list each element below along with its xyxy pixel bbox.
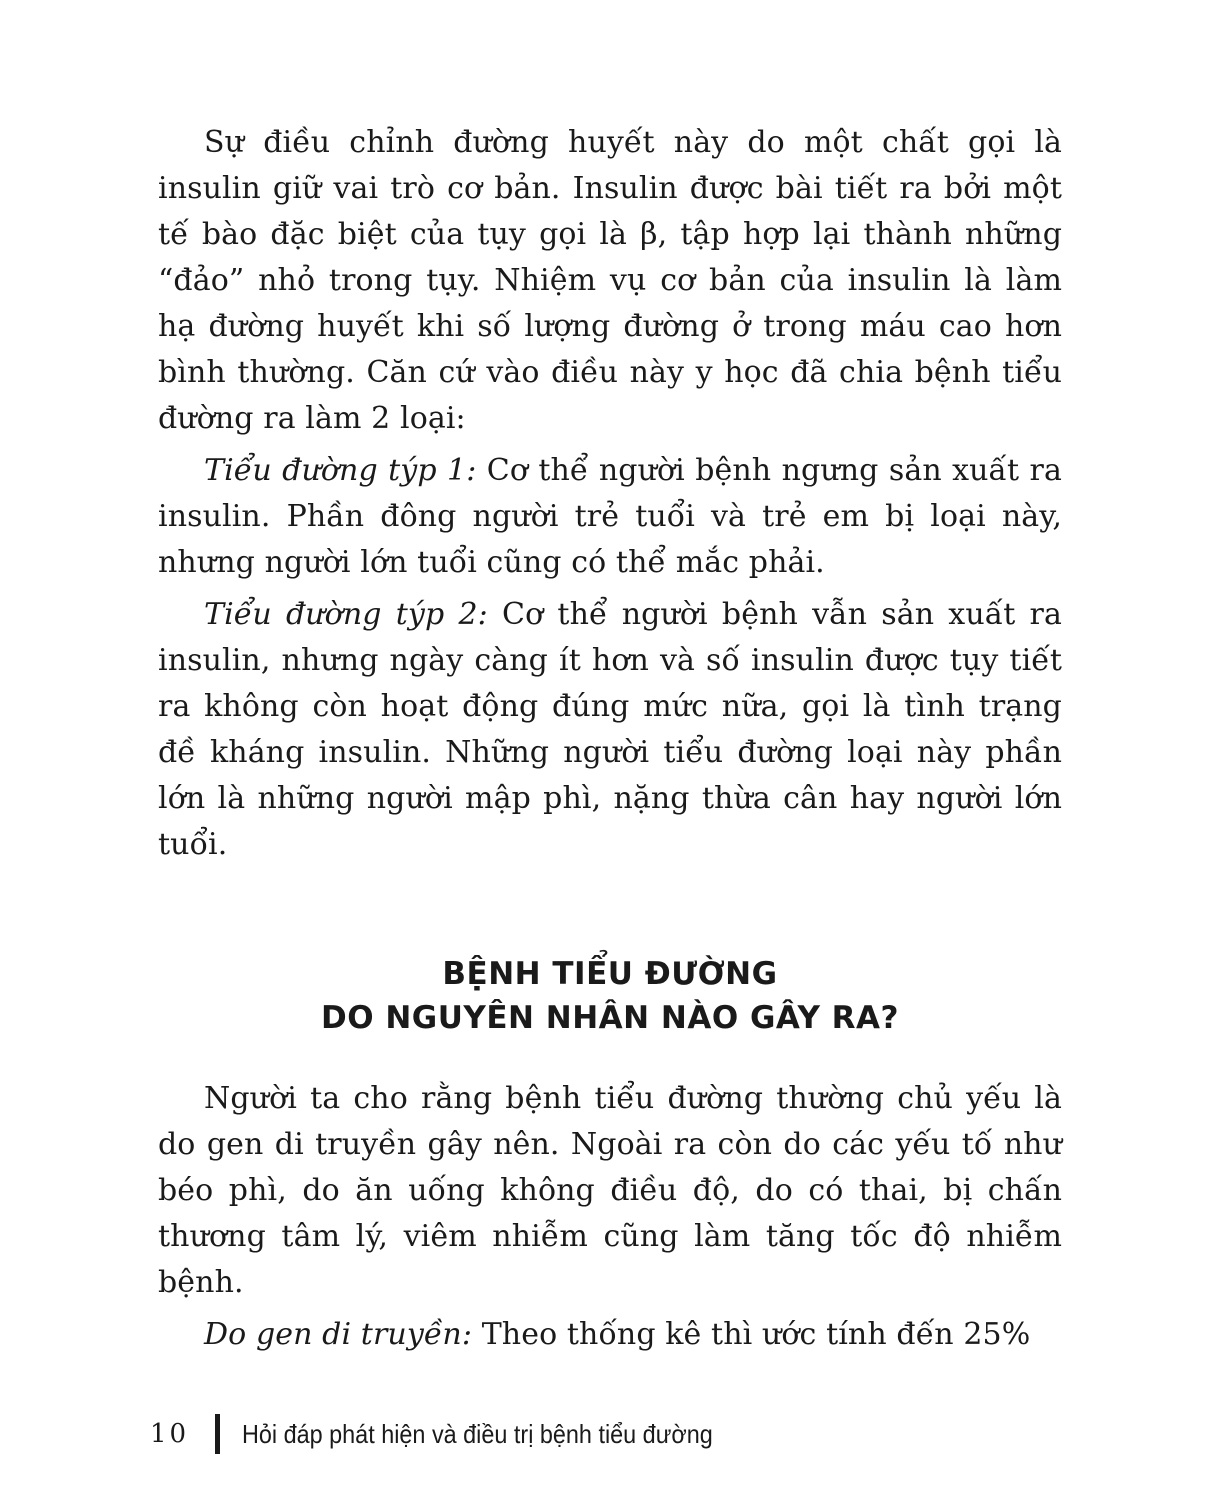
footer-divider (215, 1414, 220, 1454)
page-number: 10 (150, 1419, 190, 1449)
paragraph-type-2 (158, 592, 1062, 868)
book-title: Hỏi đáp phát hiện và điều trị bệnh tiểu đường (242, 1418, 713, 1449)
paragraph-type-1 (158, 448, 1062, 586)
paragraph-insulin-regulation: Sự điều chỉnh đường huyết này do một chất gọi là insulin giữ vai trò cơ bản. Insulin được bài tiết ra bởi một tế bào đặc biệt của tụy gọi là β, tập hợp lại thành những “đảo” nhỏ trong tụy. Nhiệm vụ cơ bản của insulin là làm hạ đường huyết khi số lượng đường ở trong máu cao hơn bình thường. Căn cứ vào điều này y học đã chia bệnh tiểu đường ra làm 2 loại: (158, 125, 1062, 436)
type-2-label: Tiểu đường týp 2: (204, 597, 488, 632)
heading-line-2: DO NGUYÊN NHÂN NÀO GÂY RA? (320, 1000, 900, 1036)
type-1-text: Cơ thể người bệnh ngưng sản xuất ra insulin. Phần đông người trẻ tuổi và trẻ em bị loại này, nhưng người lớn tuổi cũng có thể mắc phải. (158, 453, 1062, 580)
section-2 (158, 1076, 1062, 1364)
paragraph-genetics (158, 1312, 1062, 1358)
type-1-label: Tiểu đường týp 1: (204, 453, 477, 488)
genetics-text: Theo thống kê thì ước tính đến 25% (472, 1317, 1031, 1352)
section-heading (158, 952, 1062, 1040)
paragraph-causes: Người ta cho rằng bệnh tiểu đường thường chủ yếu là do gen di truyền gây nên. Ngoài ra còn do các yếu tố như béo phì, do ăn uống không điều độ, do có thai, bị chấn thương tâm lý, viêm nhiễm cũng làm tăng tốc độ nhiễm bệnh. (158, 1081, 1062, 1300)
type-2-text: Cơ thể người bệnh vẫn sản xuất ra insulin, nhưng ngày càng ít hơn và số insulin được tụy tiết ra không còn hoạt động đúng mức nữa, gọi là tình trạng đề kháng insulin. Những người tiểu đường loại này phần lớn là những người mập phì, nặng thừa cân hay người lớn tuổi. (158, 597, 1062, 862)
section-1 (158, 120, 1062, 874)
page-footer (150, 1412, 765, 1456)
heading-line-1: BỆNH TIỂU ĐƯỜNG (442, 956, 778, 992)
genetics-label: Do gen di truyền: (204, 1317, 473, 1352)
